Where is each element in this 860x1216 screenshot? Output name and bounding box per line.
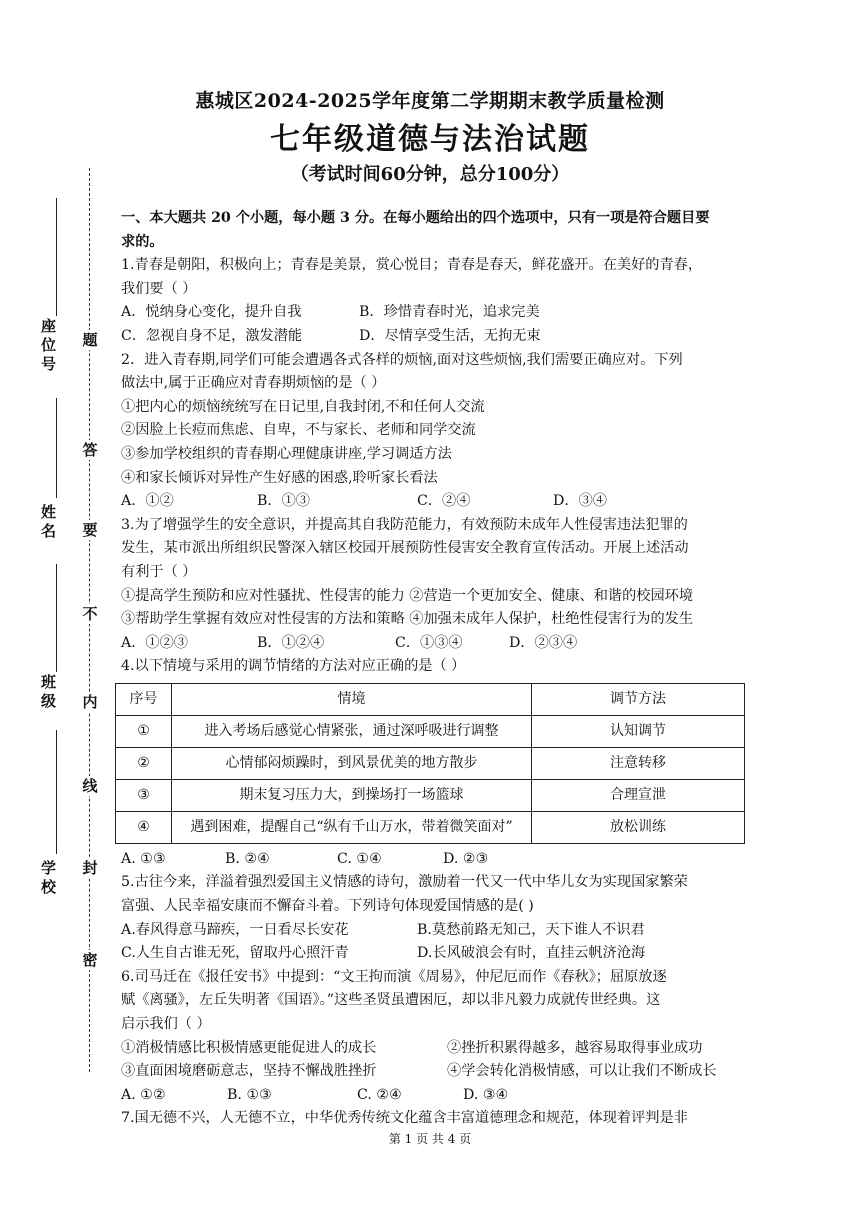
q6-option-d: D. ③④ (463, 1086, 509, 1103)
table-header-row (116, 683, 745, 715)
q5-options-row-2 (121, 942, 745, 966)
seal-char-3: 要 (80, 520, 100, 540)
q2-item-2: ②因脸上长痘而焦虑、自卑，不与家长、老师和同学交流 (121, 422, 476, 439)
q2-option-b: B．①③ (257, 493, 310, 510)
table-row (116, 715, 745, 747)
q6-stem-cont: 赋《离骚》，左丘失明著《国语》。”这些圣贤虽遭困厄，却以非凡毅力成就传世经典。这 (121, 992, 661, 1009)
page-footer: 第 1 页 共 4 页 (388, 1132, 472, 1146)
q2-item-1: ①把内心的烦恼统统写在日记里,自我封闭,不和任何人交流 (121, 398, 485, 415)
class-label: 班级 (39, 674, 57, 712)
q3-option-b: B．①②④ (257, 634, 325, 651)
table-header-cell: 序号 (116, 683, 172, 715)
q4-table (115, 683, 745, 844)
q6-item-2: ②挫折积累得越多，越容易取得事业成功 (447, 1039, 703, 1056)
q1-option-b: B．珍惜青春时光，追求完美 (359, 304, 540, 321)
q1-option-a: A．悦纳身心变化，提升自我 (121, 304, 302, 321)
q3-option-d: D．②③④ (509, 634, 578, 651)
seal-char-5: 内 (80, 692, 100, 712)
q5-option-d: D.长风破浪会有时，直挂云帆济沧海 (417, 945, 646, 962)
q3-items-row-2: ③帮助学生掌握有效应对性侵害的方法和策略 ④加强未成年人保护，杜绝性侵害行为的发生 (121, 611, 694, 628)
table-cell: ① (116, 715, 172, 747)
question-content (121, 207, 745, 1131)
q6-item-4: ④学会转化消极情感，可以让我们不断成长 (447, 1063, 717, 1080)
q5-option-c: C.人生自古谁无死，留取丹心照汗青 (121, 945, 349, 962)
q1-options-row-2 (121, 325, 745, 349)
q6-option-a: A. ①② (121, 1086, 166, 1103)
exam-org-title: 惠城区2024-2025学年度第二学期期末教学质量检测 (195, 90, 665, 112)
q6-item-1: ①消极情感比积极情感更能促进人的成长 (121, 1039, 377, 1056)
seal-char-8: 密 (80, 950, 100, 970)
class-fill-line (56, 564, 57, 672)
seat-number-fill-line (56, 198, 57, 316)
q3-options (121, 632, 745, 656)
table-cell: ③ (116, 779, 172, 811)
table-cell: 合理宣泄 (532, 779, 745, 811)
section-heading: 一、本大题共 20 个小题，每小题 3 分。在每小题给出的四个选项中，只有一项是符合题目要 (121, 210, 710, 226)
q1-stem-cont: 我们要（ ） (121, 280, 197, 297)
q4-stem: 4.以下情境与采用的调节情绪的方法对应正确的是（ ） (121, 658, 466, 675)
seal-char-4: 不 (80, 604, 100, 624)
q4-option-c: C. ①④ (337, 850, 382, 867)
table-cell: 期末复习压力大，到操场打一场篮球 (172, 779, 532, 811)
q3-stem-cont-2: 有利于（ ） (121, 563, 197, 580)
table-cell: 遇到困难，提醒自己“纵有千山万水，带着微笑面对” (172, 811, 532, 843)
q5-option-b: B.莫愁前路无知己，天下谁人不识君 (417, 921, 645, 938)
q4-option-a: A. ①③ (121, 850, 166, 867)
exam-subject-title: 七年级道德与法治试题 (270, 122, 590, 157)
table-cell: 进入考场后感觉心情紧张，通过深呼吸进行调整 (172, 715, 532, 747)
school-label: 学校 (39, 860, 57, 898)
exam-time-info: （考试时间60分钟，总分100分） (290, 164, 570, 185)
q6-option-b: B. ①③ (227, 1086, 272, 1103)
table-header-cell: 情境 (172, 683, 532, 715)
q1-option-d: D．尽情享受生活，无拘无束 (359, 327, 541, 344)
name-label: 姓名 (39, 504, 57, 542)
q6-item-3: ③直面困境磨砺意志，坚持不懈战胜挫折 (121, 1063, 377, 1080)
seal-char-7: 封 (80, 858, 100, 878)
q1-stem: 1.青春是朝阳，积极向上；青春是美景，赏心悦目；青春是春天，鲜花盛开。在美好的青春， (121, 257, 703, 274)
q1-option-c: C．忽视自身不足，激发潜能 (121, 327, 303, 344)
q2-option-d: D．③④ (553, 493, 607, 510)
q3-stem: 3.为了增强学生的安全意识，并提高其自我防范能力，有效预防未成年人性侵害违法犯罪的 (121, 516, 688, 533)
q4-option-b: B. ②④ (225, 850, 270, 867)
q5-stem: 5.古往今来，洋溢着强烈爱国主义情感的诗句，激励着一代又一代中华儿女为实现国家繁荣 (121, 874, 688, 891)
q2-option-c: C．②④ (417, 493, 471, 510)
table-cell: 心情郁闷烦躁时，到风景优美的地方散步 (172, 747, 532, 779)
q2-stem: 2．进入青春期,同学们可能会遭遇各式各样的烦恼,面对这些烦恼,我们需要正确应对。下列 (121, 351, 683, 368)
seal-char-2: 答 (80, 440, 100, 460)
school-fill-line (56, 730, 57, 854)
seal-char-6: 线 (80, 776, 100, 796)
seat-number-label: 座位号 (39, 318, 57, 375)
table-row (116, 747, 745, 779)
table-row (116, 811, 745, 843)
q2-option-a: A．①② (121, 493, 174, 510)
q2-options (121, 490, 745, 514)
q6-items-row-2 (121, 1060, 745, 1084)
q6-items-row-1 (121, 1037, 745, 1061)
q4-options (121, 848, 745, 872)
q3-stem-cont: 发生，某市派出所组织民警深入辖区校园开展预防性侵害安全教育宣传活动。开展上述活动 (121, 540, 689, 557)
q1-options-row-1 (121, 301, 745, 325)
table-cell: ② (116, 747, 172, 779)
q5-options-row-1 (121, 919, 745, 943)
q3-option-a: A．①②③ (121, 634, 188, 651)
table-cell: 注意转移 (532, 747, 745, 779)
q2-stem-cont: 做法中,属于正确应对青春期烦恼的是（ ） (121, 375, 386, 392)
q4-option-d: D. ②③ (443, 850, 489, 867)
q3-items-row-1: ①提高学生预防和应对性骚扰、性侵害的能力 ②营造一个更加安全、健康、和谐的校园环境 (121, 587, 694, 604)
q7-stem: 7.国无德不兴，人无德不立，中华优秀传统文化蕴含丰富道德理念和规范，体现着评判是非 (121, 1110, 688, 1127)
q3-option-c: C．①③④ (395, 634, 463, 651)
q6-stem-cont-2: 启示我们（ ） (121, 1016, 211, 1033)
table-row (116, 779, 745, 811)
q6-option-c: C. ②④ (357, 1086, 402, 1103)
q6-stem: 6.司马迁在《报任安书》中提到：“文王拘而演《周易》，仲尼厄而作《春秋》；屈原放逐 (121, 968, 667, 985)
name-fill-line (56, 398, 57, 498)
section-heading-cont: 求的。 (121, 233, 164, 250)
q5-option-a: A.春风得意马蹄疾，一日看尽长安花 (121, 921, 349, 938)
q6-options (121, 1084, 745, 1108)
table-cell: ④ (116, 811, 172, 843)
q2-item-3: ③参加学校组织的青春期心理健康讲座,学习调适方法 (121, 445, 452, 462)
table-cell: 认知调节 (532, 715, 745, 747)
table-cell: 放松训练 (532, 811, 745, 843)
binding-margin (0, 0, 110, 1216)
q2-item-4: ④和家长倾诉对异性产生好感的困惑,聆听家长看法 (121, 469, 438, 486)
table-header-cell: 调节方法 (532, 683, 745, 715)
seal-char-1: 题 (80, 330, 100, 350)
q5-stem-cont: 富强、人民幸福安康而不懈奋斗着。下列诗句体现爱国情感的是( ) (121, 898, 534, 915)
